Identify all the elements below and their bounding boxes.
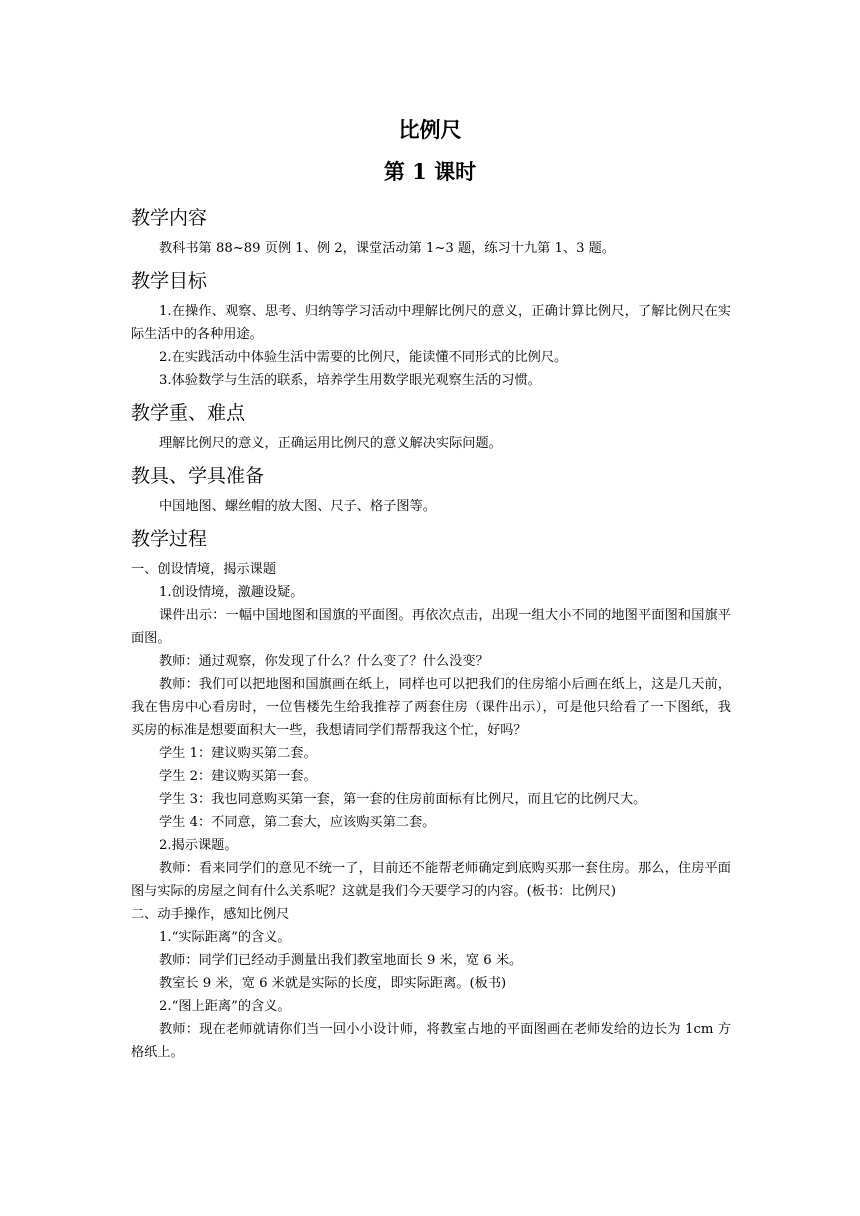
document-subtitle: 第 1 课时 xyxy=(383,159,477,184)
heading-teaching-process: 教学过程 xyxy=(131,528,208,550)
section-heading-2: 二、动手操作，感知比例尺 xyxy=(131,907,290,922)
process-line: 学生 2：建议购买第一套。 xyxy=(159,769,317,784)
process-line: 教师：我们可以把地图和国旗画在纸上，同样也可以把我们的住房缩小后画在纸上，这是几天前，我在售房中心看房时，一位售楼先生给我推荐了两套住房（课件出示），可是他只给看了一下图纸，我买房的标准是想要面积大一些，我想请同学们帮帮我这个忙，好吗？ xyxy=(131,677,731,738)
process-line: 学生 3：我也同意购买第一套，第一套的住房前面标有比例尺，而且它的比例尺大。 xyxy=(159,792,647,807)
process-line: 课件出示：一幅中国地图和国旗的平面图。再依次点击，出现一组大小不同的地图平面图和国旗平面图。 xyxy=(131,608,731,646)
process-line: 教师：现在老师就请你们当一回小小设计师，将教室占地的平面图画在老师发给的边长为 1cm 方格纸上。 xyxy=(131,1022,731,1060)
paragraph-teaching-content: 教科书第 88~89 页例 1、例 2，课堂活动第 1~3 题，练习十九第 1、3 题。 xyxy=(159,241,616,256)
process-line: 2.“图上距离”的含义。 xyxy=(159,999,291,1014)
paragraph-key-points: 理解比例尺的意义，正确运用比例尺的意义解决实际问题。 xyxy=(159,436,502,451)
heading-tools: 教具、学具准备 xyxy=(131,465,265,487)
process-line: 教师：通过观察，你发现了什么？什么变了？什么没变？ xyxy=(159,654,489,669)
process-line: 1.创设情境，激趣设疑。 xyxy=(159,585,304,600)
heading-teaching-content: 教学内容 xyxy=(131,207,208,229)
process-line: 教师：同学们已经动手测量出我们教室地面长 9 米，宽 6 米。 xyxy=(159,953,523,968)
section-heading-1: 一、创设情境，揭示课题 xyxy=(131,562,277,577)
goal-item: 3.体验数学与生活的联系，培养学生用数学眼光观察生活的习惯。 xyxy=(159,373,541,388)
goal-item: 2.在实践活动中体验生活中需要的比例尺，能读懂不同形式的比例尺。 xyxy=(159,350,568,365)
process-line: 1.“实际距离”的含义。 xyxy=(159,930,291,945)
process-line: 教师：看来同学们的意见不统一了，目前还不能帮老师确定到底购买那一套住房。那么，住房平面图与实际的房屋之间有什么关系呢？这就是我们今天要学习的内容。(板书：比例尺) xyxy=(131,861,731,899)
process-line: 教室长 9 米，宽 6 米就是实际的长度，即实际距离。(板书) xyxy=(159,976,507,991)
goal-item: 1.在操作、观察、思考、归纳等学习活动中理解比例尺的意义，正确计算比例尺，了解比例尺在实际生活中的各种用途。 xyxy=(131,304,731,342)
document-title: 比例尺 xyxy=(398,117,462,142)
heading-key-points: 教学重、难点 xyxy=(131,402,246,424)
process-line: 学生 4：不同意，第二套大，应该购买第二套。 xyxy=(159,815,436,830)
document-body xyxy=(131,201,731,1064)
process-line: 2.揭示课题。 xyxy=(159,838,238,853)
paragraph-tools: 中国地图、螺丝帽的放大图、尺子、格子图等。 xyxy=(159,499,436,514)
process-line: 学生 1：建议购买第二套。 xyxy=(159,746,317,761)
heading-teaching-goals: 教学目标 xyxy=(131,270,208,292)
